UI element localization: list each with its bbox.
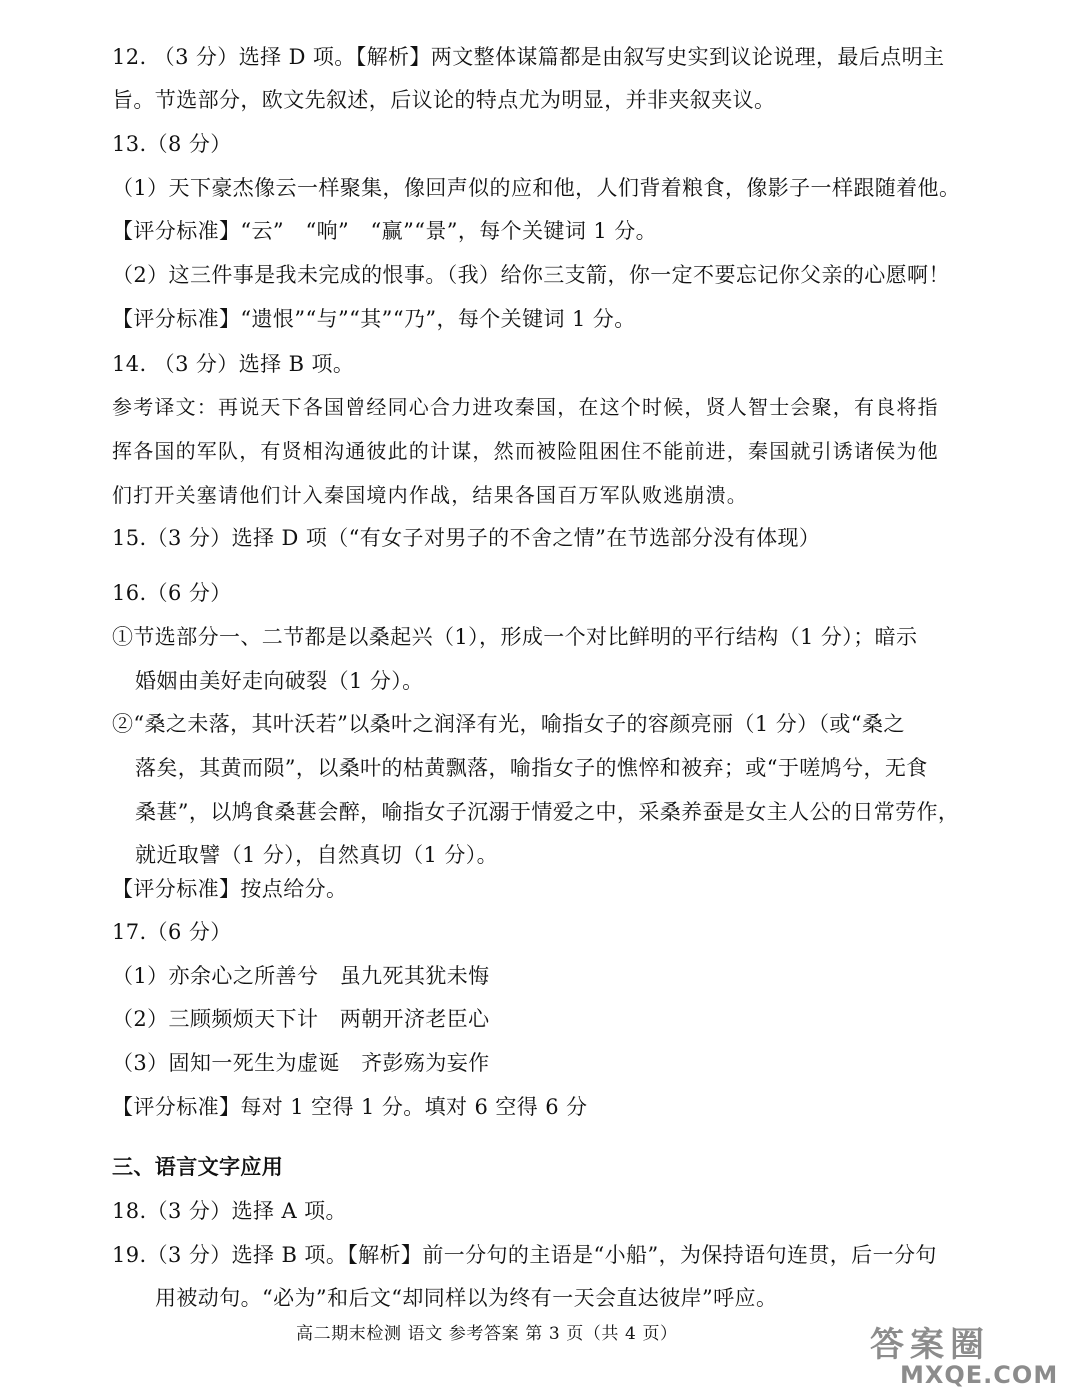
q16-point-1-line-2: 婚姻由美好走向破裂（1 分）。 (135, 669, 424, 693)
q19-line-1: 19.（3 分）选择 B 项。【解析】前一分句的主语是“小船”，为保持语句连贯，后一分句 (112, 1243, 937, 1267)
q14-translation-line-3: 们打开关塞请他们计入秦国境内作战，结果各国百万军队败逃崩溃。 (112, 483, 748, 507)
page-footer: 高二期末检测 语文 参考答案 第 3 页（共 4 页） (296, 1324, 678, 1344)
q16-heading: 16.（6 分） (112, 581, 232, 605)
q17-answer-1: （1）亦余心之所善兮 虽九死其犹未悔 (112, 964, 490, 988)
q16-point-2-line-3: 桑葚”，以鸠食桑葚会醉，喻指女子沉溺于情爱之中，采桑养蚕是女主人公的日常劳作， (135, 800, 960, 824)
q17-answer-2: （2）三顾频烦天下计 两朝开济老臣心 (112, 1007, 490, 1031)
q18-answer: 18.（3 分）选择 A 项。 (112, 1199, 347, 1223)
q17-heading: 17.（6 分） (112, 920, 232, 944)
q14-heading: 14. （3 分）选择 B 项。 (112, 352, 355, 376)
q15-answer: 15.（3 分）选择 D 项（“有女子对男子的不舍之情”在节选部分没有体现） (112, 526, 821, 550)
q16-point-2-line-2: 落矣，其黄而陨”，以桑叶的枯黄飘落，喻指女子的憔悴和被弃；或“于嗟鸠兮，无食 (135, 756, 928, 780)
q13-scoring-2: 【评分标准】“遗恨”“与”“其”“乃”，每个关键词 1 分。 (112, 307, 636, 331)
q16-point-2-line-4: 就近取譬（1 分），自然真切（1 分）。 (135, 843, 499, 867)
watermark-logo: 答案圈 (870, 1325, 990, 1365)
q13-heading: 13.（8 分） (112, 132, 232, 156)
q17-scoring: 【评分标准】每对 1 空得 1 分。填对 6 空得 6 分 (112, 1095, 588, 1119)
q13-answer-2: （2）这三件事是我未完成的恨事。（我）给你三支箭，你一定不要忘记你父亲的心愿啊！ (112, 263, 950, 287)
q16-point-2-line-1: ②“桑之未落，其叶沃若”以桑叶之润泽有光，喻指女子的容颜亮丽（1 分）（或“桑之 (112, 712, 905, 736)
q12-line-1: 12. （3 分）选择 D 项。【解析】两文整体谋篇都是由叙写史实到议论说理，最后点明主 (112, 45, 945, 69)
q19-line-2: 用被动句。“必为”和后文“却同样以为终有一天会直达彼岸”呼应。 (155, 1286, 778, 1310)
q17-answer-3: （3）固知一死生为虚诞 齐彭殇为妄作 (112, 1051, 490, 1075)
q16-point-1-line-1: ①节选部分一、二节都是以桑起兴（1），形成一个对比鲜明的平行结构（1 分）；暗示 (112, 625, 918, 649)
watermark-url: MXQE.COM (900, 1361, 1059, 1389)
q14-translation-line-1: 参考译文：再说天下各国曾经同心合力进攻秦国，在这个时候，贤人智士会聚，有良将指 (112, 395, 939, 419)
section-3-heading: 三、语言文字应用 (112, 1154, 284, 1179)
q12-line-2: 旨。节选部分，欧文先叙述，后议论的特点尤为明显，并非夹叙夹议。 (112, 88, 776, 112)
q14-translation-line-2: 挥各国的军队，有贤相沟通彼此的计谋，然而被险阻困住不能前进，秦国就引诱诸侯为他 (112, 439, 939, 463)
q13-answer-1: （1）天下豪杰像云一样聚集，像回声似的应和他，人们背着粮食，像影子一样跟随着他。 (112, 176, 961, 200)
q16-scoring: 【评分标准】按点给分。 (112, 877, 348, 901)
q13-scoring-1: 【评分标准】“云” “响” “赢”“景”，每个关键词 1 分。 (112, 219, 657, 243)
site-watermark (852, 1317, 1062, 1393)
